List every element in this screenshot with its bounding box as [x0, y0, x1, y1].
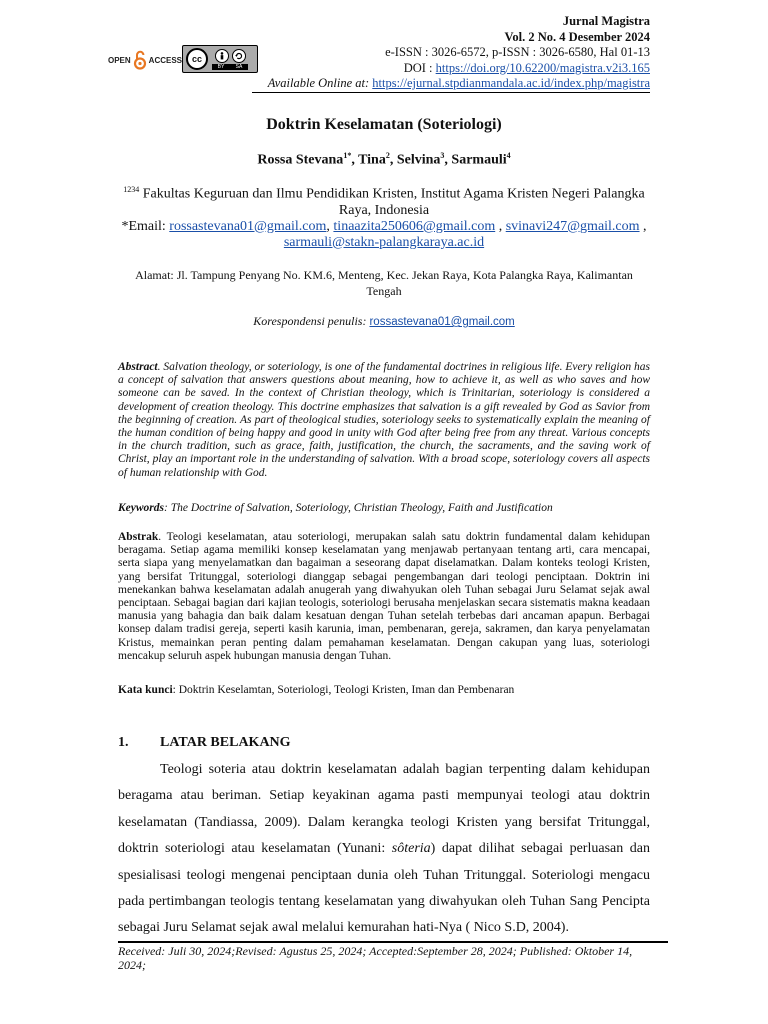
header-divider — [252, 92, 650, 93]
issn-line: e-ISSN : 3026-6572, p-ISSN : 3026-6580, Hal 01-13 — [385, 45, 650, 59]
attribution-icon — [215, 49, 229, 63]
doi-line — [268, 61, 650, 77]
abstract-english — [118, 361, 650, 480]
open-lock-icon — [133, 50, 147, 70]
section-number: 1. — [118, 735, 129, 750]
correspondence-email-link[interactable]: rossastevana01@gmail.com — [369, 316, 515, 328]
section-heading — [118, 735, 291, 751]
author-name: Rossa Stevana — [257, 152, 344, 168]
doi-link[interactable]: https://doi.org/10.62200/magistra.v2i3.165 — [435, 60, 650, 75]
email-link[interactable]: tinaazita250606@gmail.com — [333, 218, 496, 234]
author-sup: 2 — [385, 151, 390, 160]
paragraph-text-rest: ) dapat dilihat sebagai perluasan dan spesialisasi teologi mengenai penciptaan dunia oleh Tuhan Tritunggal. Soteriologi mengacu pada pertimbangan teologis tentang keselamatan yang diwahyukan oleh Tuhan Sang Pencipta sebagai Juru Selamat sejak awal melalui kemurahan hati-Nya ( Nico S.D, 2004). — [118, 841, 650, 936]
kata-kunci-text: : Doktrin Keselamtan, Soteriologi, Teologi Kristen, Iman dan Pembenaran — [172, 684, 515, 696]
author-address: Alamat: Jl. Tampung Penyang No. KM.6, Menteng, Kec. Jekan Raya, Kota Palangka Raya, Kalimantan Tengah — [135, 268, 633, 298]
author-name: Sarmauli — [451, 152, 507, 168]
keywords-label: Keywords — [118, 502, 164, 514]
abstract-label: Abstract — [118, 361, 158, 373]
doi-label: DOI : — [403, 60, 436, 75]
abstrak-text: . Teologi keselamatan, atau soteriologi, merupakan salah satu doktrin fundamental dalam kehidupan beragama. Setiap agama memiliki konsep keselamatan yang menjawab pertanyaan tentang arti, cara mencapai, serta siapa yang menyelamatkan dan bagaiman a seseorang dapat diselamatkan. Dalam konteks teologi Kristen, yang bersifat Tritunggal, soteriologi dianggap sebagai pengembangan dari teologi penciptaan. Doktrin ini menekankan bahwa keselamatan adalah anugerah yang diwahyukan oleh Tuhan sebagai Juru Selamat sejak awal penciptaan. Sebagai bagian dari kajian teologis, soteriologi berusaha menjelaskan secara sistematis makna keadaan manusia yang bahagia dan baik dalam kesatuan dengan Tuhan setelah terbebas dari ancaman apapun. Berbagai konsep dalam tradisi gereja, seperti kasih karunia, iman, pembenaran, gereja, sakramen, dan karya penyelamatan Kristus, memainkan peran penting dalam pemahaman keselamatan. Dengan cakupan yang luas, soteriologi mencakup seluruh aspek hubungan manusia dengan Tuhan. — [118, 531, 650, 662]
email-link[interactable]: sarmauli@stakn-palangkaraya.ac.id — [283, 234, 485, 250]
available-online-line — [268, 76, 650, 92]
email-link[interactable]: rossastevana01@gmail.com — [169, 218, 327, 234]
author-sup: 1* — [343, 151, 352, 160]
author-sup: 3 — [440, 151, 445, 160]
affiliation — [118, 182, 650, 219]
journal-header — [268, 14, 650, 92]
share-alike-icon — [232, 49, 246, 63]
cc-sa-label: SA — [235, 63, 243, 70]
open-access-logo — [108, 50, 182, 70]
open-access-right-text: ACCESS — [148, 55, 183, 65]
paragraph-italic-term: sôteria — [391, 841, 431, 857]
journal-volume: Vol. 2 No. 4 Desember 2024 — [504, 29, 650, 44]
author-name: Selvina — [396, 152, 441, 168]
cc-icon: cc — [186, 48, 208, 70]
email-line: *Email: rossastevana01@gmail.com, tinaazita250606@gmail.com , svinavi247@gmail.com , sarmauli@stakn-palangkaraya.ac.id — [121, 218, 647, 250]
abstract-text: . Salvation theology, or soteriology, is one of the fundamental doctrines in religious life. Every religion has a concept of salvation that answers questions about meaning, how to achieve it, as well as who saves and how someone can be saved. In the context of Christian theology, which is Trinitarian, soteriology is considered a development of creation theology. This doctrine emphasizes that salvation is a gift revealed by God as Savior from the beginning of creation. As part of theological studies, soteriology seeks to systematically explain the meaning of the human condition of being happy and good in unity with God after being free from any threat. Various concepts in the church tradition, such as grace, faith, justification, the church, the sacraments, and the saving work of Christ, play an important role in the understanding of salvation. With a broad scope, soteriology covers all aspects of human relationship with God. — [118, 361, 650, 479]
body-paragraph — [118, 757, 650, 942]
affiliation-sup: 1234 — [123, 185, 140, 194]
section-title: LATAR BELAKANG — [160, 735, 291, 750]
cc-by-sa-license-icon[interactable] — [182, 45, 258, 73]
footer-divider — [118, 941, 668, 943]
article-title: Doktrin Keselamatan (Soteriologi) — [266, 116, 502, 133]
author-sup: 4 — [506, 151, 511, 160]
email-link[interactable]: svinavi247@gmail.com — [505, 218, 640, 234]
author-name: Tina — [358, 152, 386, 168]
publication-dates: Received: Juli 30, 2024;Revised: Agustus 25, 2024; Accepted:September 28, 2024; Published: Oktober 14, 2024; — [118, 944, 633, 972]
correspondence-label: Korespondensi penulis: — [253, 314, 370, 328]
paragraph-text: Teologi soteria atau doktrin keselamatan adalah bagian terpenting dalam kehidupan beragama atau beriman. Setiap keyakinan agama pasti mempunyai teologi atau doktrin keselamatan (Tandiassa, 2009). Dalam kerangka teologi Kristen yang bersifat Tritunggal, doktrin soteriologi atau keselamatan (Yunani: — [118, 762, 650, 857]
abstract-indonesian — [118, 531, 650, 663]
cc-by-label: BY — [217, 63, 225, 70]
open-access-left-text: OPEN — [108, 55, 131, 65]
correspondence-line — [0, 314, 768, 329]
keywords-indonesian — [118, 684, 650, 696]
affiliation-text: Fakultas Keguruan dan Ilmu Pendidikan Kristen, Institut Agama Kristen Negeri Palangka Raya, Indonesia — [139, 186, 645, 218]
abstrak-label: Abstrak — [118, 531, 159, 543]
email-label: *Email: — [121, 218, 170, 234]
affiliation-block — [118, 182, 650, 251]
journal-url-link[interactable]: https://ejurnal.stpdianmandala.ac.id/index.php/magistra — [372, 76, 650, 90]
journal-name: Jurnal Magistra — [562, 14, 650, 28]
kata-kunci-label: Kata kunci — [118, 684, 173, 696]
available-online-label: Available Online at: — [267, 76, 373, 90]
keywords-english — [118, 502, 650, 514]
author-list: Rossa Stevana$^{1*}$, Tina$^2$, Selvina$^3$, Sarmauli$^4$ — [257, 151, 511, 168]
keywords-text: : The Doctrine of Salvation, Soteriology, Christian Theology, Faith and Justification — [164, 502, 553, 514]
